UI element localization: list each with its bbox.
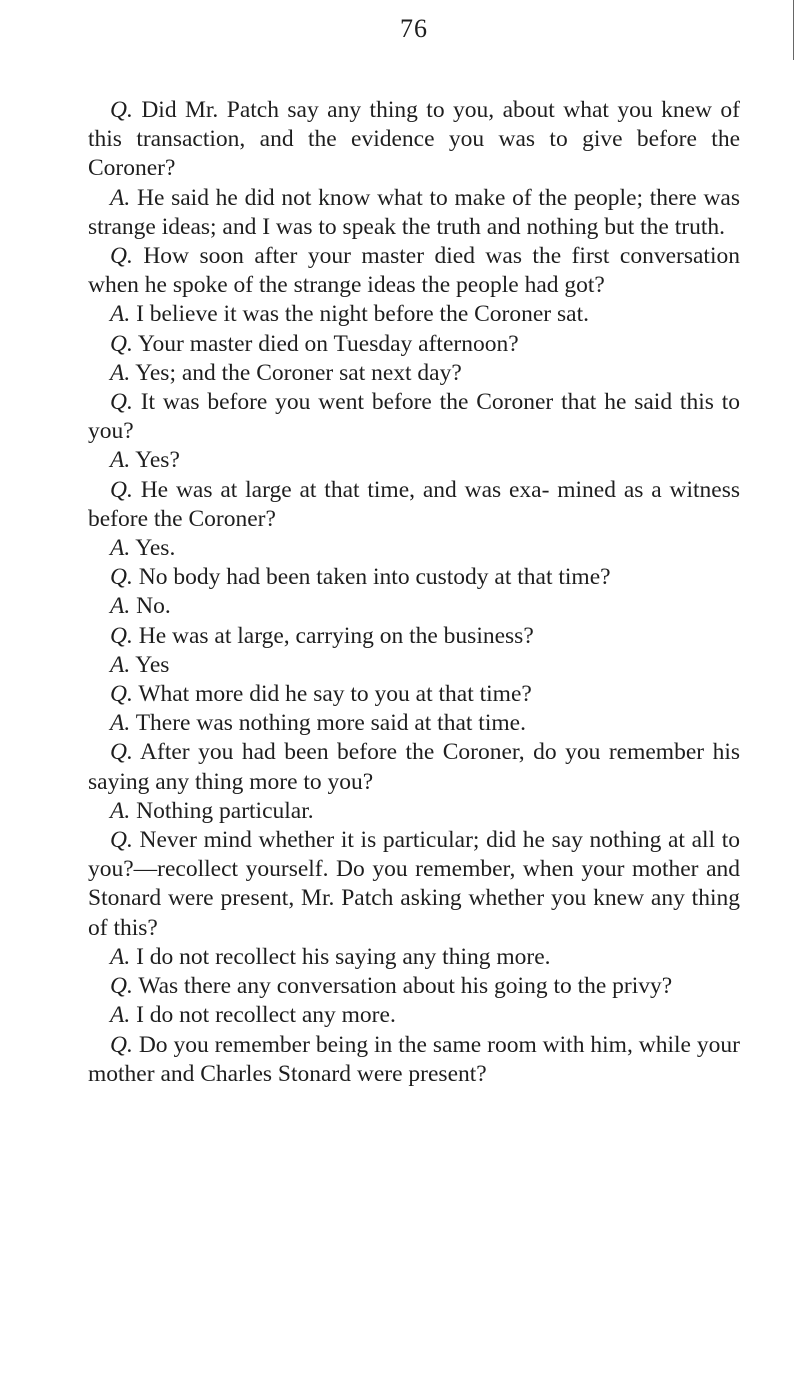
speaker-label: A.	[110, 184, 131, 211]
speaker-label: Q.	[110, 681, 133, 708]
paragraph-text: He was at large at that time, and was exa- mined as a witness before the Coroner?	[88, 476, 741, 532]
question-paragraph	[88, 242, 740, 300]
question-paragraph	[88, 622, 740, 651]
paragraph-text: Do you remember being in the same room with him, while your mother and Charles Stonard were present?	[88, 1031, 741, 1087]
speaker-label: Q.	[110, 739, 133, 766]
speaker-label: Q.	[110, 973, 133, 1000]
question-paragraph	[88, 563, 740, 592]
speaker-label: A.	[110, 1002, 131, 1029]
answer-paragraph	[88, 592, 740, 621]
question-paragraph	[88, 738, 740, 796]
paragraph-text: Yes; and the Coroner sat next day?	[135, 359, 462, 386]
page-edge-line	[793, 0, 794, 60]
paragraph-text: Never mind whether it is particular; did he say nothing at all to you?—recollect yourself. Do you remember, when your mother and Stonard were present, Mr. Patch asking whether you knew any thing of this?	[88, 827, 741, 941]
question-paragraph	[88, 388, 740, 446]
paragraph-text: I do not recollect his saying any thing more.	[136, 943, 551, 970]
paragraph-text: Was there any conversation about his going to the privy?	[138, 973, 673, 1000]
question-paragraph	[88, 476, 740, 534]
speaker-label: Q.	[110, 827, 133, 854]
answer-paragraph	[88, 651, 740, 680]
speaker-label: A.	[110, 359, 131, 386]
paragraph-text: Did Mr. Patch say any thing to you, about what you knew of this transaction, and the evidence you was to give before the Coroner?	[88, 97, 740, 182]
speaker-label: A.	[110, 710, 131, 737]
question-paragraph	[88, 826, 740, 943]
paragraph-text: No body had been taken into custody at that time?	[138, 564, 611, 591]
speaker-label: Q.	[110, 330, 133, 357]
speaker-label: Q.	[110, 97, 133, 123]
answer-paragraph	[88, 534, 740, 563]
answer-paragraph	[88, 797, 740, 826]
speaker-label: A.	[110, 593, 131, 620]
speaker-label: Q.	[110, 243, 133, 270]
answer-paragraph	[88, 446, 740, 475]
paragraph-text: There was nothing more said at that time.	[135, 710, 526, 737]
speaker-label: A.	[110, 797, 131, 824]
paragraph-text: I do not recollect any more.	[136, 1002, 396, 1029]
speaker-label: A.	[110, 301, 131, 328]
paragraph-text: It was before you went before the Coroner that he said this to you?	[88, 389, 741, 445]
paragraph-text: Yes.	[135, 535, 176, 562]
paragraph-text: I believe it was the night before the Coroner sat.	[136, 301, 589, 328]
question-paragraph	[88, 972, 740, 1001]
page-number: 76	[400, 14, 428, 43]
paragraph-text: Your master died on Tuesday afternoon?	[137, 330, 519, 357]
speaker-label: A.	[110, 447, 131, 474]
paragraph-text: He was at large, carrying on the business?	[138, 622, 534, 649]
answer-paragraph	[88, 359, 740, 388]
paragraph-text: He said he did not know what to make of the people; there was strange ideas; and I was to speak the truth and nothing but the truth.	[88, 184, 741, 240]
answer-paragraph	[88, 943, 740, 972]
paragraph-text: How soon after your master died was the first conversation when he spoke of the strange ideas the people had got?	[88, 243, 740, 299]
paragraph-text: After you had been before the Coroner, do you remember his saying any thing more to you?	[88, 739, 740, 795]
speaker-label: A.	[110, 535, 131, 562]
paragraph-text: No.	[136, 593, 171, 620]
answer-paragraph	[88, 300, 740, 329]
speaker-label: Q.	[110, 389, 133, 416]
answer-paragraph	[88, 1001, 740, 1030]
question-paragraph	[88, 680, 740, 709]
question-paragraph	[88, 96, 740, 184]
speaker-label: Q.	[110, 476, 133, 503]
paragraph-text: Yes	[135, 651, 170, 678]
paragraph-text: What more did he say to you at that time?	[138, 681, 532, 708]
speaker-label: Q.	[110, 564, 133, 591]
speaker-label: A.	[110, 943, 131, 970]
answer-paragraph	[88, 184, 740, 242]
paragraph-text: Yes?	[135, 447, 180, 474]
question-paragraph	[88, 330, 740, 359]
testimony-text	[88, 96, 740, 1089]
question-paragraph	[88, 1031, 740, 1089]
speaker-label: A.	[110, 651, 131, 678]
answer-paragraph	[88, 709, 740, 738]
speaker-label: Q.	[110, 1031, 133, 1058]
paragraph-text: Nothing particular.	[136, 797, 314, 824]
speaker-label: Q.	[110, 622, 133, 649]
